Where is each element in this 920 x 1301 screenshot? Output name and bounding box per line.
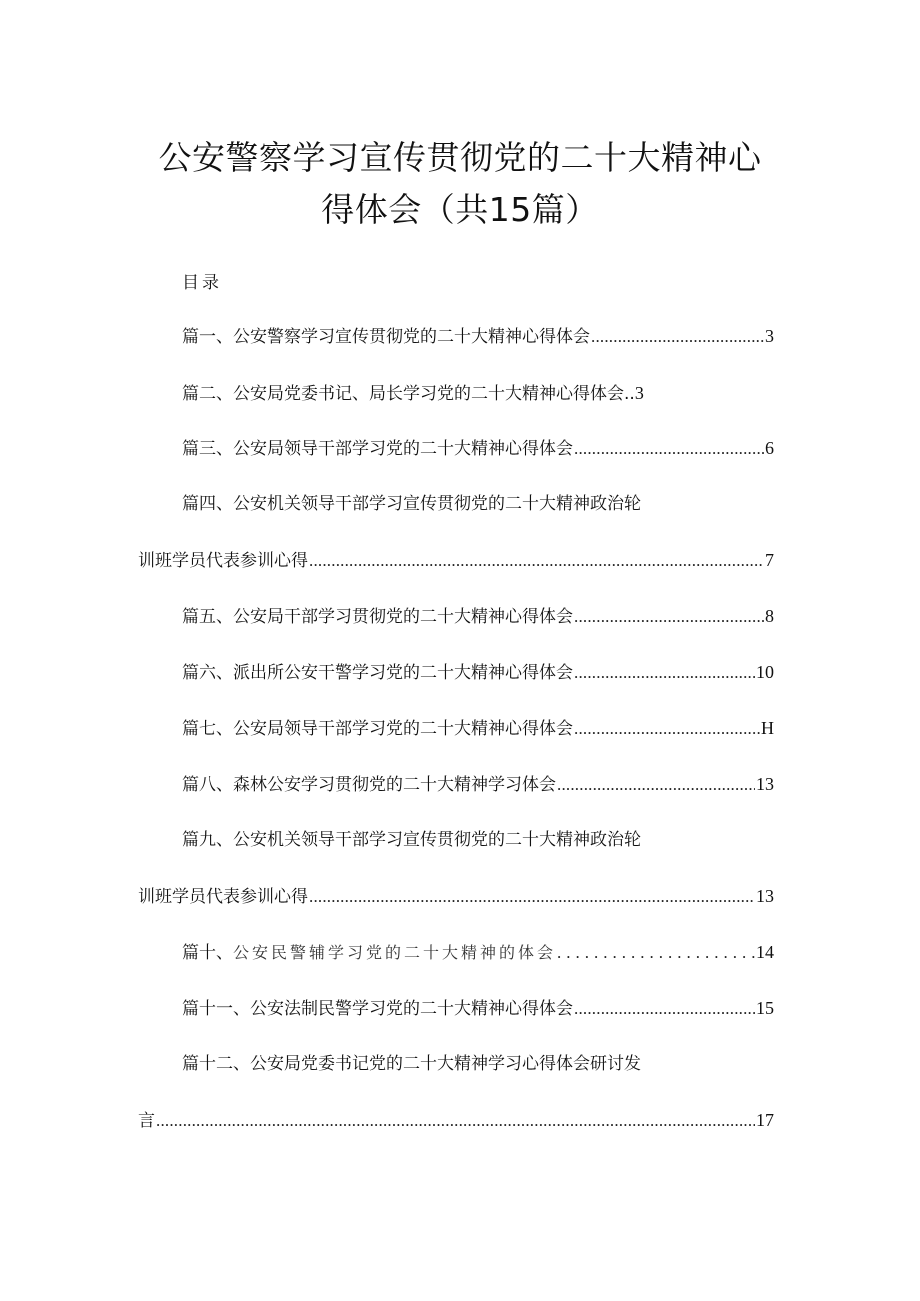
toc-dot-leader [309, 549, 764, 573]
toc-page-number: H [761, 718, 774, 738]
toc-dot-leader [557, 773, 755, 797]
toc-entry-title: 篇十一、公安法制民警学习党的二十大精神心得体会 [182, 999, 573, 1019]
toc-dot-leader [574, 661, 755, 685]
toc-entry-6[interactable] [182, 660, 774, 684]
toc-page-number: 15 [756, 998, 774, 1018]
toc-entry-title: 篇八、森林公安学习贯彻党的二十大精神学习体会 [182, 775, 556, 795]
toc-entry-1[interactable] [182, 324, 774, 348]
toc-dot-leader [156, 1109, 755, 1133]
document-title-line-1: 公安警察学习宣传贯彻党的二十大精神心 [158, 138, 762, 177]
toc-entry-4-line-1[interactable]: 篇四、公安机关领导干部学习宣传贯彻党的二十大精神政治轮 [182, 494, 641, 514]
toc-entry-title: 篇七、公安局领导干部学习党的二十大精神心得体会 [182, 719, 573, 739]
toc-entry-title: 篇五、公安局干部学习贯彻党的二十大精神心得体会 [182, 607, 573, 627]
toc-entry-4[interactable] [138, 548, 774, 572]
toc-entry-7[interactable] [182, 716, 774, 740]
toc-entry-9-line-1[interactable]: 篇九、公安机关领导干部学习宣传贯彻党的二十大精神政治轮 [182, 830, 641, 850]
toc-entry-title: 篇三、公安局领导干部学习党的二十大精神心得体会 [182, 439, 573, 459]
toc-entry-prefix: 篇十、 [182, 943, 233, 963]
toc-entry-2[interactable] [182, 381, 774, 405]
toc-heading: 目录 [182, 273, 222, 293]
toc-entry-5[interactable] [182, 604, 774, 628]
toc-entry-10[interactable] [182, 940, 774, 964]
document-title-line-2: 得体会（共15篇） [321, 190, 599, 229]
toc-dot-leader [591, 325, 764, 349]
toc-dot-leader [309, 885, 755, 909]
toc-page-number: 10 [756, 662, 774, 682]
toc-entry-title: 言 [138, 1111, 155, 1131]
toc-dot-leader [574, 717, 760, 741]
toc-page-number: 3 [634, 383, 644, 403]
toc-page-number: 8 [765, 606, 774, 626]
toc-page-number: 7 [765, 550, 774, 570]
toc-entry-title: 训班学员代表参训心得 [138, 887, 308, 907]
toc-page-number: 17 [756, 1110, 774, 1130]
toc-page-number: 3 [765, 326, 774, 346]
toc-entry-title: 篇一、公安警察学习宣传贯彻党的二十大精神心得体会 [182, 327, 590, 347]
toc-entry-12[interactable] [138, 1108, 774, 1132]
toc-entry-title: 训班学员代表参训心得 [138, 551, 308, 571]
toc-dot-leader [574, 437, 764, 461]
toc-entry-11[interactable] [182, 996, 774, 1020]
toc-page-number: 6 [765, 438, 774, 458]
toc-entry-title: 篇六、派出所公安干警学习党的二十大精神心得体会 [182, 663, 573, 683]
toc-entry-3[interactable] [182, 436, 774, 460]
toc-dot-leader [574, 605, 764, 629]
toc-entry-8[interactable] [182, 772, 774, 796]
toc-page-number: 13 [756, 774, 774, 794]
toc-entry-title: 篇二、公安局党委书记、局长学习党的二十大精神心得体会.. [182, 384, 635, 404]
toc-entry-12-line-1[interactable]: 篇十二、公安局党委书记党的二十大精神学习心得体会研讨发 [182, 1054, 641, 1074]
toc-page-number: 13 [756, 886, 774, 906]
toc-dot-leader [574, 997, 755, 1021]
toc-page-number: 14 [756, 942, 774, 962]
toc-entry-9[interactable] [138, 884, 774, 908]
toc-dot-leader [557, 941, 755, 965]
toc-entry-title: 公安民警辅学习党的二十大精神的体会 [233, 943, 557, 962]
